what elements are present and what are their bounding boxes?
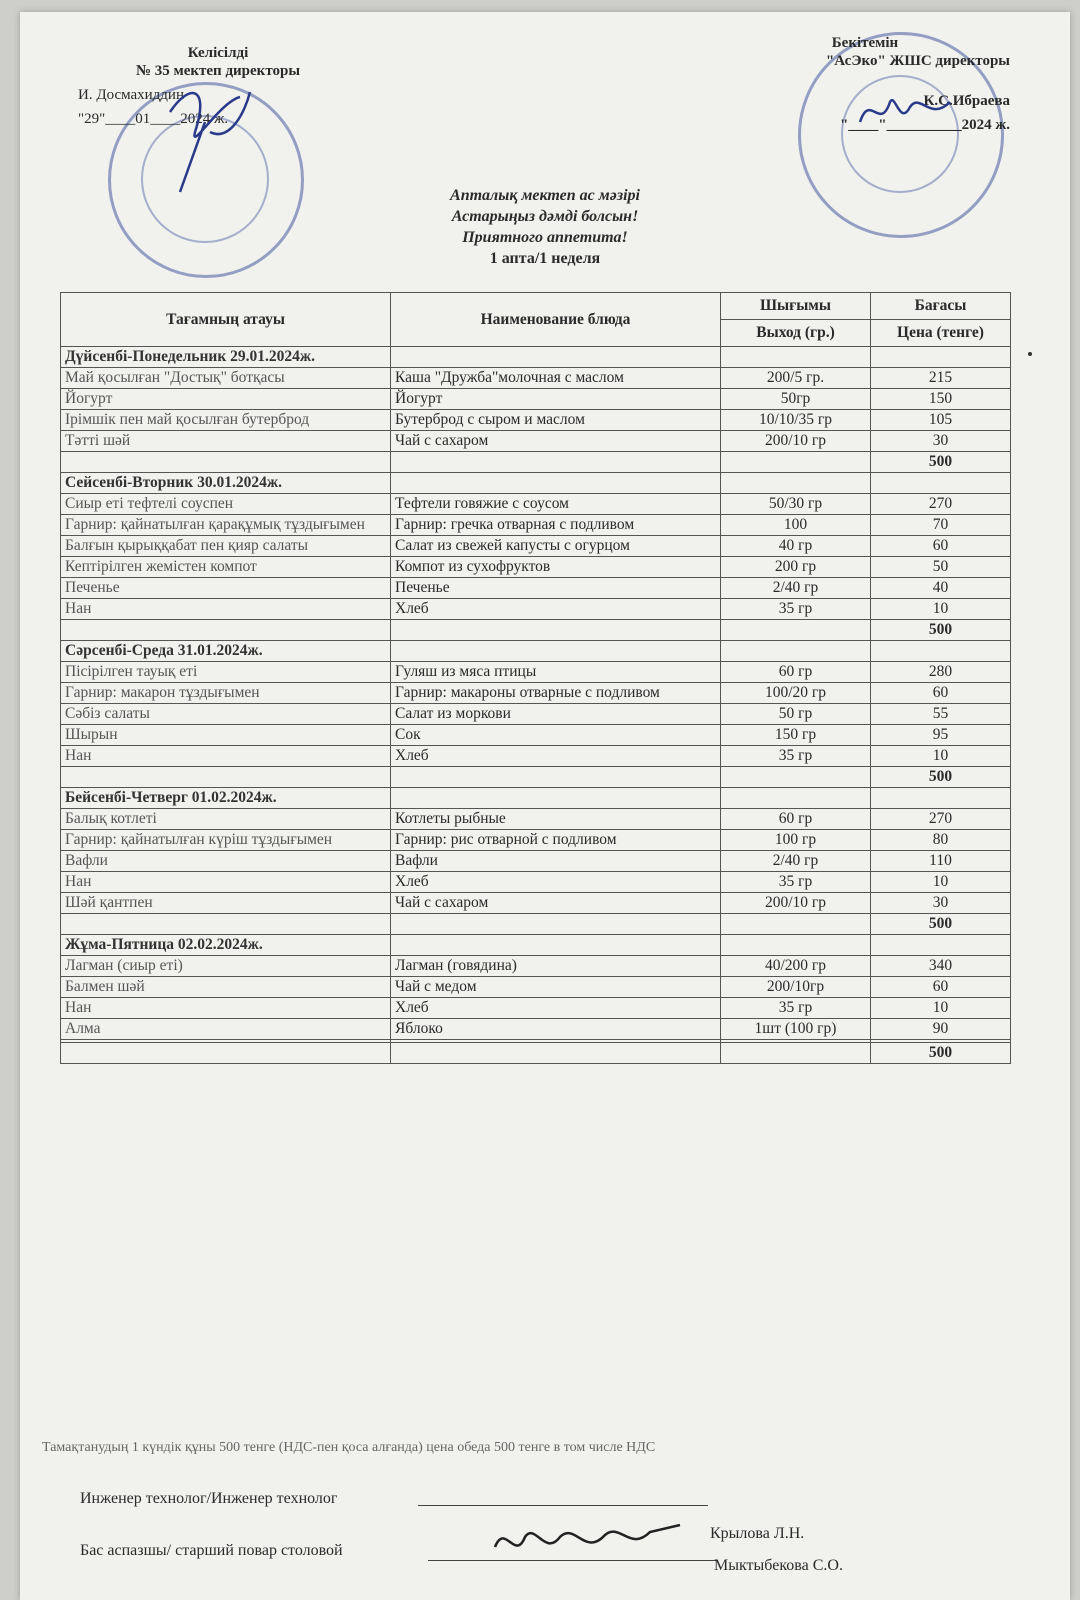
subtitle-kz: Астарыңыз дәмді болсын! <box>451 208 639 225</box>
price-cell <box>871 788 1011 809</box>
table-row <box>61 494 1011 515</box>
price-cell: 280 <box>871 662 1011 683</box>
price-cell: 95 <box>871 725 1011 746</box>
dish-name-kz-cell <box>61 914 391 935</box>
yield-cell: 35 гр <box>721 872 871 893</box>
dish-name-ru-cell: Хлеб <box>391 599 721 620</box>
dish-name-kz-cell: Тәтті шәй <box>61 431 391 452</box>
table-row <box>61 704 1011 725</box>
yield-cell: 50 гр <box>721 704 871 725</box>
yield-cell <box>721 452 871 473</box>
chef-name: Мыктыбекова С.О. <box>714 1557 843 1574</box>
dish-name-ru-cell: Печенье <box>391 578 721 599</box>
menu-table-body <box>61 347 1011 1064</box>
yield-cell <box>721 1043 871 1064</box>
daily-total-row <box>61 1043 1011 1064</box>
day-header-row <box>61 473 1011 494</box>
engineer-name: Крылова Л.Н. <box>710 1525 805 1542</box>
approved-role: "АсЭко" ЖШС директоры <box>825 53 1010 69</box>
price-cell: 60 <box>871 536 1011 557</box>
dish-name-ru-cell: Салат из свежей капусты с огурцом <box>391 536 721 557</box>
yield-cell: 60 гр <box>721 662 871 683</box>
dish-name-kz-cell: Сәбіз салаты <box>61 704 391 725</box>
yield-cell <box>721 620 871 641</box>
yield-cell: 200 гр <box>721 557 871 578</box>
table-row <box>61 851 1011 872</box>
yield-cell <box>721 641 871 662</box>
dish-name-ru-cell: Чай с сахаром <box>391 893 721 914</box>
dish-name-kz-cell <box>61 452 391 473</box>
table-row <box>61 872 1011 893</box>
header-yield-ru: Выход (гр.) <box>721 320 871 347</box>
dish-name-kz-cell: Лагман (сиыр еті) <box>61 956 391 977</box>
header-name-ru: Наименование блюда <box>391 293 721 347</box>
dish-name-kz-cell: Шырын <box>61 725 391 746</box>
price-cell: 150 <box>871 389 1011 410</box>
dish-name-ru-cell <box>391 641 721 662</box>
dish-name-ru-cell: Котлеты рыбные <box>391 809 721 830</box>
dish-name-ru-cell: Хлеб <box>391 998 721 1019</box>
yield-cell: 2/40 гр <box>721 851 871 872</box>
dish-name-ru-cell: Чай с медом <box>391 977 721 998</box>
daily-total-row <box>61 914 1011 935</box>
table-row <box>61 746 1011 767</box>
dish-name-ru-cell: Хлеб <box>391 746 721 767</box>
dish-name-kz-cell: Печенье <box>61 578 391 599</box>
dish-name-kz-cell: Нан <box>61 872 391 893</box>
table-row <box>61 410 1011 431</box>
yield-cell: 100 гр <box>721 830 871 851</box>
day-header-row <box>61 641 1011 662</box>
dish-name-ru-cell: Чай с сахаром <box>391 431 721 452</box>
dish-name-ru-cell <box>391 452 721 473</box>
approved-date: "____"__________2024 ж. <box>839 117 1010 133</box>
dish-name-kz-cell: Пісірілген тауық еті <box>61 662 391 683</box>
price-cell: 215 <box>871 368 1011 389</box>
price-cell: 500 <box>871 767 1011 788</box>
price-cell: 60 <box>871 977 1011 998</box>
dish-name-kz-cell: Кептірілген жемістен компот <box>61 557 391 578</box>
dish-name-kz-cell: Ірімшік пен май қосылған бутерброд <box>61 410 391 431</box>
dish-name-kz-cell <box>61 1043 391 1064</box>
stray-dot <box>1028 352 1032 356</box>
dish-name-ru-cell: Хлеб <box>391 872 721 893</box>
dish-name-ru-cell: Тефтели говяжие с соусом <box>391 494 721 515</box>
yield-cell: 35 гр <box>721 599 871 620</box>
price-cell: 30 <box>871 893 1011 914</box>
day-header-row <box>61 935 1011 956</box>
dish-name-kz-cell: Шәй қантпен <box>61 893 391 914</box>
dish-name-ru-cell <box>391 620 721 641</box>
dish-name-ru-cell: Бутерброд с сыром и маслом <box>391 410 721 431</box>
dish-name-kz-cell: Нан <box>61 998 391 1019</box>
dish-name-kz-cell: Балғын қырыққабат пен қияр салаты <box>61 536 391 557</box>
yield-cell: 200/10 гр <box>721 893 871 914</box>
price-cell: 500 <box>871 620 1011 641</box>
dish-name-kz-cell: Сиыр еті тефтелі соуспен <box>61 494 391 515</box>
yield-cell <box>721 767 871 788</box>
table-row <box>61 515 1011 536</box>
daily-total-row <box>61 620 1011 641</box>
price-cell: 10 <box>871 746 1011 767</box>
table-row <box>61 557 1011 578</box>
table-row <box>61 998 1011 1019</box>
yield-cell: 60 гр <box>721 809 871 830</box>
day-header-row <box>61 347 1011 368</box>
price-cell: 500 <box>871 452 1011 473</box>
yield-cell: 100 <box>721 515 871 536</box>
director-signature <box>150 72 270 202</box>
table-row <box>61 683 1011 704</box>
week-label: 1 апта/1 неделя <box>489 250 601 267</box>
table-row <box>61 809 1011 830</box>
yield-cell <box>721 788 871 809</box>
subtitle-ru: Приятного аппетита! <box>462 229 628 246</box>
table-row <box>61 725 1011 746</box>
dish-name-kz-cell: Гарнир: макарон тұздығымен <box>61 683 391 704</box>
price-cell: 55 <box>871 704 1011 725</box>
dish-name-kz-cell: Май қосылған "Достық" ботқасы <box>61 368 391 389</box>
chef-label: Бас аспазшы/ старший повар столовой <box>80 1542 343 1559</box>
day-header-row <box>61 788 1011 809</box>
agreed-name: И. Досмахиддин <box>78 87 184 103</box>
price-cell: 500 <box>871 914 1011 935</box>
yield-cell: 50/30 гр <box>721 494 871 515</box>
dish-name-ru-cell: Каша "Дружба"молочная с маслом <box>391 368 721 389</box>
dish-name-kz-cell: Дүйсенбі-Понедельник 29.01.2024ж. <box>61 347 391 368</box>
header-yield-kz: Шығымы <box>721 293 871 320</box>
price-cell <box>871 641 1011 662</box>
table-row <box>61 599 1011 620</box>
yield-cell: 2/40 гр <box>721 578 871 599</box>
menu-table <box>60 292 1011 1064</box>
price-cell: 10 <box>871 599 1011 620</box>
dish-name-ru-cell <box>391 935 721 956</box>
yield-cell: 1шт (100 гр) <box>721 1019 871 1040</box>
dish-name-kz-cell: Балмен шәй <box>61 977 391 998</box>
dish-name-ru-cell <box>391 767 721 788</box>
menu-titles <box>20 185 1070 269</box>
dish-name-ru-cell: Йогурт <box>391 389 721 410</box>
dish-name-ru-cell: Гарнир: макароны отварные с подливом <box>391 683 721 704</box>
table-row <box>61 830 1011 851</box>
table-row <box>61 977 1011 998</box>
price-cell: 10 <box>871 872 1011 893</box>
yield-cell <box>721 914 871 935</box>
price-cell: 50 <box>871 557 1011 578</box>
dish-name-kz-cell: Вафли <box>61 851 391 872</box>
price-cell: 30 <box>871 431 1011 452</box>
price-cell: 10 <box>871 998 1011 1019</box>
dish-name-ru-cell: Лагман (говядина) <box>391 956 721 977</box>
table-row <box>61 956 1011 977</box>
title-kz: Апталық мектеп ас мәзірі <box>450 187 640 204</box>
dish-name-kz-cell <box>61 767 391 788</box>
table-row <box>61 578 1011 599</box>
dish-name-kz-cell: Сәрсенбі-Среда 31.01.2024ж. <box>61 641 391 662</box>
table-row <box>61 662 1011 683</box>
daily-total-row <box>61 767 1011 788</box>
yield-cell: 150 гр <box>721 725 871 746</box>
header-price-kz: Бағасы <box>871 293 1011 320</box>
engineer-label: Инженер технолог/Инженер технолог <box>80 1490 338 1507</box>
dish-name-ru-cell <box>391 914 721 935</box>
dish-name-kz-cell: Алма <box>61 1019 391 1040</box>
price-cell: 110 <box>871 851 1011 872</box>
price-cell: 70 <box>871 515 1011 536</box>
table-row <box>61 536 1011 557</box>
dish-name-kz-cell <box>61 620 391 641</box>
dish-name-ru-cell: Салат из моркови <box>391 704 721 725</box>
yield-cell <box>721 473 871 494</box>
yield-cell: 35 гр <box>721 998 871 1019</box>
dish-name-kz-cell: Гарнир: қайнатылған күріш тұздығымен <box>61 830 391 851</box>
yield-cell: 50гр <box>721 389 871 410</box>
yield-cell: 40/200 гр <box>721 956 871 977</box>
dish-name-kz-cell: Бейсенбі-Четверг 01.02.2024ж. <box>61 788 391 809</box>
table-row <box>61 389 1011 410</box>
price-cell: 40 <box>871 578 1011 599</box>
header-price-ru: Цена (тенге) <box>871 320 1011 347</box>
dish-name-ru-cell <box>391 347 721 368</box>
price-cell: 270 <box>871 809 1011 830</box>
price-cell: 340 <box>871 956 1011 977</box>
dish-name-ru-cell <box>391 1043 721 1064</box>
table-row <box>61 368 1011 389</box>
dish-name-ru-cell <box>391 473 721 494</box>
price-cell <box>871 347 1011 368</box>
price-cell: 500 <box>871 1043 1011 1064</box>
yield-cell: 10/10/35 гр <box>721 410 871 431</box>
yield-cell <box>721 347 871 368</box>
dish-name-kz-cell: Балық котлеті <box>61 809 391 830</box>
yield-cell: 40 гр <box>721 536 871 557</box>
dish-name-ru-cell <box>391 788 721 809</box>
dish-name-kz-cell: Нан <box>61 599 391 620</box>
price-cell <box>871 473 1011 494</box>
approver-signature <box>850 82 970 142</box>
dish-name-kz-cell: Жұма-Пятница 02.02.2024ж. <box>61 935 391 956</box>
dish-name-kz-cell: Гарнир: қайнатылған қарақұмық тұздығымен <box>61 515 391 536</box>
table-row <box>61 1019 1011 1040</box>
price-cell: 60 <box>871 683 1011 704</box>
agreed-title: Келісілді <box>187 45 249 61</box>
price-note: Тамақтанудың 1 күндік құны 500 тенге (НДС-пен қоса алғанда) цена обеда 500 тенге в том числе НДС <box>42 1440 656 1455</box>
dish-name-ru-cell: Яблоко <box>391 1019 721 1040</box>
price-cell <box>871 935 1011 956</box>
price-cell: 270 <box>871 494 1011 515</box>
dish-name-kz-cell: Нан <box>61 746 391 767</box>
yield-cell: 100/20 гр <box>721 683 871 704</box>
header-name-kz: Тағамның атауы <box>61 293 391 347</box>
price-cell: 105 <box>871 410 1011 431</box>
price-cell: 90 <box>871 1019 1011 1040</box>
yield-cell <box>721 935 871 956</box>
dish-name-ru-cell: Компот из сухофруктов <box>391 557 721 578</box>
dish-name-ru-cell: Вафли <box>391 851 721 872</box>
table-row <box>61 893 1011 914</box>
agreed-date: "29"____01____2024 ж. <box>78 111 229 127</box>
yield-cell: 200/10гр <box>721 977 871 998</box>
approved-name: К.С.Ибраева <box>923 93 1010 109</box>
dish-name-ru-cell: Сок <box>391 725 721 746</box>
dish-name-ru-cell: Гарнир: рис отварной с подливом <box>391 830 721 851</box>
dish-name-kz-cell: Сейсенбі-Вторник 30.01.2024ж. <box>61 473 391 494</box>
yield-cell: 35 гр <box>721 746 871 767</box>
dish-name-ru-cell: Гарнир: гречка отварная с подливом <box>391 515 721 536</box>
daily-total-row <box>61 452 1011 473</box>
yield-cell: 200/5 гр. <box>721 368 871 389</box>
chef-signature <box>490 1517 690 1567</box>
approved-title: Бекітемін <box>831 35 899 51</box>
dish-name-ru-cell: Гуляш из мяса птицы <box>391 662 721 683</box>
dish-name-kz-cell: Йогурт <box>61 389 391 410</box>
engineer-sign-line <box>418 1505 708 1506</box>
document-page <box>20 12 1070 1600</box>
yield-cell: 200/10 гр <box>721 431 871 452</box>
agreed-role: № 35 мектеп директоры <box>135 63 301 79</box>
table-row <box>61 431 1011 452</box>
price-cell: 80 <box>871 830 1011 851</box>
